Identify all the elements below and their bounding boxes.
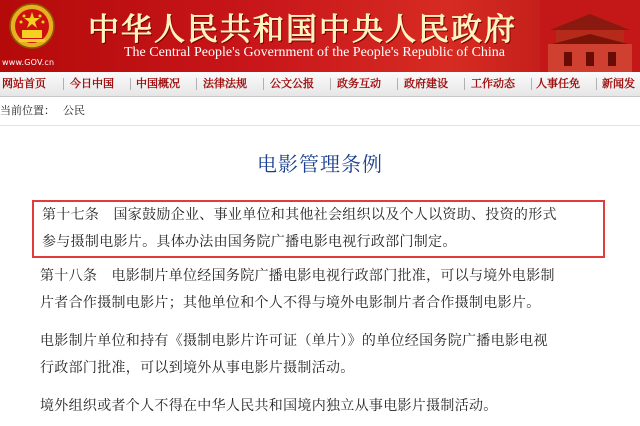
nav-divider <box>464 78 465 90</box>
paragraph-line: 第十七条 国家鼓励企业、事业单位和其他社会组织以及个人以资助、投资的形式 <box>42 207 557 223</box>
national-emblem-icon[interactable] <box>4 2 60 54</box>
nav-item-laws[interactable] <box>203 72 247 96</box>
article-title: 电影管理条例 <box>257 152 383 176</box>
site-title-en: The Central People's Government of the People's Republic of China <box>124 45 506 60</box>
breadcrumb-link-citizen[interactable]: 公民 <box>63 104 85 117</box>
nav-item-china-today[interactable] <box>70 72 114 96</box>
paragraph-line: 参与摄制电影片。具体办法由国务院广播电影电视行政部门制定。 <box>42 234 457 250</box>
divider <box>0 125 640 126</box>
nav-item-label: 政务互动 <box>337 77 381 90</box>
breadcrumb <box>0 100 640 122</box>
paragraph-line: 第十八条 电影制片单位经国务院广播电影电视行政部门批准，可以与境外电影制 <box>40 268 555 284</box>
nav-item-news[interactable] <box>602 72 635 96</box>
site-url: www.GOV.cn <box>2 58 55 67</box>
paragraph-line: 片者合作摄制电影片；其他单位和个人不得与境外电影制片者合作摄制电影片。 <box>40 295 541 311</box>
tiananmen-gate-icon <box>540 0 640 72</box>
nav-item-label: 人事任免 <box>536 77 580 90</box>
paragraph-line: 行政部门批准，可以到境外从事电影片摄制活动。 <box>40 360 355 376</box>
nav-item-home[interactable] <box>2 72 46 96</box>
breadcrumb-label: 当前位置： <box>0 104 55 117</box>
paragraph-line: 电影制片单位和持有《摄制电影片许可证（单片）》的单位经国务院广播电影电视 <box>40 333 548 349</box>
article-paragraph <box>40 393 610 420</box>
nav-item-label: 网站首页 <box>2 77 46 90</box>
nav-divider <box>596 78 597 90</box>
nav-divider <box>63 78 64 90</box>
nav-divider <box>130 78 131 90</box>
article-paragraph-highlighted <box>32 200 605 258</box>
nav-item-work-updates[interactable] <box>471 72 515 96</box>
nav-item-china-overview[interactable] <box>136 72 180 96</box>
nav-item-gov-building[interactable] <box>404 72 448 96</box>
nav-item-label: 今日中国 <box>70 77 114 90</box>
nav-item-interaction[interactable] <box>337 72 381 96</box>
nav-item-label: 公文公报 <box>270 77 314 90</box>
site-title-cn[interactable]: 中华人民共和国中央人民政府 <box>88 12 517 48</box>
nav-divider <box>397 78 398 90</box>
nav-item-appointments[interactable] <box>536 72 580 96</box>
article-paragraph <box>40 263 610 317</box>
site-header-banner <box>0 0 640 72</box>
nav-divider <box>196 78 197 90</box>
nav-item-label: 政府建设 <box>404 77 448 90</box>
main-nav <box>0 72 640 97</box>
nav-divider <box>531 78 532 90</box>
nav-divider <box>330 78 331 90</box>
nav-item-label: 新闻发 <box>602 77 635 90</box>
nav-item-bulletins[interactable] <box>270 72 314 96</box>
paragraph-line: 境外组织或者个人不得在中华人民共和国境内独立从事电影片摄制活动。 <box>40 398 498 414</box>
nav-item-label: 法律法规 <box>203 77 247 90</box>
nav-item-label: 工作动态 <box>471 77 515 90</box>
article-paragraph <box>40 328 610 382</box>
nav-divider <box>263 78 264 90</box>
nav-item-label: 中国概况 <box>136 77 180 90</box>
